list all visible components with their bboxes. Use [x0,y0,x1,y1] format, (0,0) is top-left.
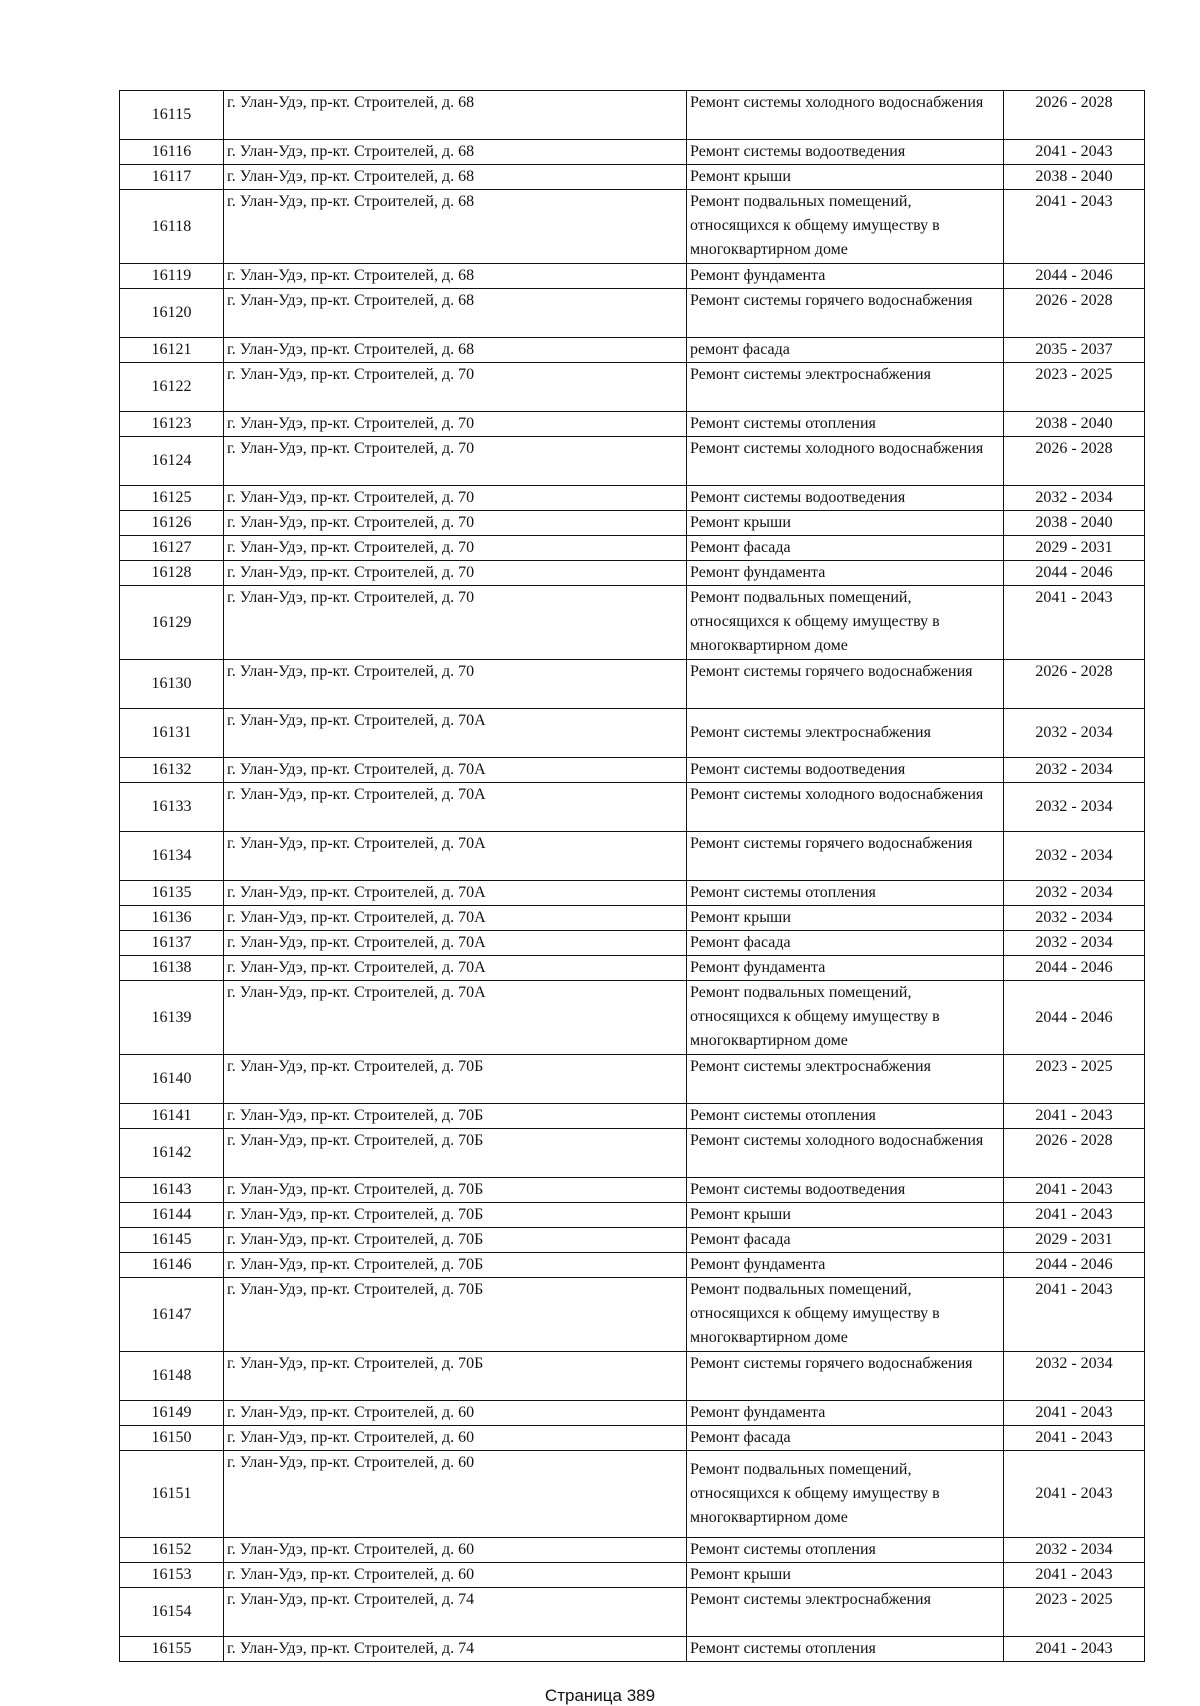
row-period: 2032 - 2034 [1004,758,1145,783]
table-row [120,1278,1145,1352]
table-row [120,289,1145,338]
row-period: 2032 - 2034 [1004,486,1145,511]
row-address: г. Улан-Удэ, пр-кт. Строителей, д. 70Б [224,1253,687,1278]
row-work-type: Ремонт фундамента [687,956,1004,981]
row-period: 2035 - 2037 [1004,338,1145,363]
row-address: г. Улан-Удэ, пр-кт. Строителей, д. 68 [224,91,687,140]
table-row [120,1129,1145,1178]
table-row [120,660,1145,709]
table-row [120,1203,1145,1228]
table-row [120,338,1145,363]
row-address: г. Улан-Удэ, пр-кт. Строителей, д. 70А [224,709,687,758]
row-address: г. Улан-Удэ, пр-кт. Строителей, д. 70Б [224,1278,687,1352]
row-number: 16148 [120,1352,224,1401]
table-row [120,981,1145,1055]
row-number: 16149 [120,1401,224,1426]
row-address: г. Улан-Удэ, пр-кт. Строителей, д. 70 [224,561,687,586]
row-address: г. Улан-Удэ, пр-кт. Строителей, д. 70 [224,363,687,412]
row-work-type: Ремонт системы водоотведения [687,1178,1004,1203]
row-period: 2032 - 2034 [1004,881,1145,906]
table-row [120,881,1145,906]
row-work-type: Ремонт системы горячего водоснабжения [687,289,1004,338]
table-row [120,91,1145,140]
row-work-type: Ремонт системы холодного водоснабжения [687,783,1004,832]
row-address: г. Улан-Удэ, пр-кт. Строителей, д. 70А [224,832,687,881]
row-number: 16119 [120,264,224,289]
row-address: г. Улан-Удэ, пр-кт. Строителей, д. 70 [224,660,687,709]
table-row [120,931,1145,956]
table-row [120,140,1145,165]
row-work-type: Ремонт фасада [687,1228,1004,1253]
row-period: 2023 - 2025 [1004,1588,1145,1637]
row-number: 16115 [120,91,224,140]
row-period: 2044 - 2046 [1004,264,1145,289]
row-number: 16130 [120,660,224,709]
row-number: 16153 [120,1563,224,1588]
row-number: 16134 [120,832,224,881]
row-work-type: Ремонт системы холодного водоснабжения [687,1129,1004,1178]
row-work-type: Ремонт крыши [687,906,1004,931]
table-row [120,1563,1145,1588]
row-address: г. Улан-Удэ, пр-кт. Строителей, д. 70Б [224,1178,687,1203]
table-row [120,758,1145,783]
table-row [120,709,1145,758]
row-work-type: Ремонт крыши [687,511,1004,536]
row-work-type: Ремонт системы горячего водоснабжения [687,832,1004,881]
row-number: 16143 [120,1178,224,1203]
row-work-type: Ремонт крыши [687,1203,1004,1228]
row-number: 16124 [120,437,224,486]
row-address: г. Улан-Удэ, пр-кт. Строителей, д. 68 [224,264,687,289]
row-work-type: Ремонт системы водоотведения [687,758,1004,783]
row-period: 2038 - 2040 [1004,511,1145,536]
row-number: 16129 [120,586,224,660]
row-address: г. Улан-Удэ, пр-кт. Строителей, д. 60 [224,1401,687,1426]
table-row [120,511,1145,536]
row-number: 16128 [120,561,224,586]
table-row [120,1588,1145,1637]
table-row [120,165,1145,190]
row-address: г. Улан-Удэ, пр-кт. Строителей, д. 70Б [224,1129,687,1178]
row-work-type: Ремонт системы водоотведения [687,486,1004,511]
row-number: 16116 [120,140,224,165]
row-address: г. Улан-Удэ, пр-кт. Строителей, д. 70А [224,956,687,981]
row-number: 16155 [120,1637,224,1662]
row-number: 16136 [120,906,224,931]
row-address: г. Улан-Удэ, пр-кт. Строителей, д. 60 [224,1426,687,1451]
row-period: 2032 - 2034 [1004,1352,1145,1401]
row-address: г. Улан-Удэ, пр-кт. Строителей, д. 68 [224,289,687,338]
table-row [120,1451,1145,1538]
row-address: г. Улан-Удэ, пр-кт. Строителей, д. 68 [224,140,687,165]
row-period: 2041 - 2043 [1004,1451,1145,1538]
row-period: 2044 - 2046 [1004,956,1145,981]
row-period: 2041 - 2043 [1004,140,1145,165]
row-number: 16138 [120,956,224,981]
table-row [120,1637,1145,1662]
table-row [120,1401,1145,1426]
table-row [120,1178,1145,1203]
row-number: 16122 [120,363,224,412]
row-number: 16126 [120,511,224,536]
row-address: г. Улан-Удэ, пр-кт. Строителей, д. 74 [224,1588,687,1637]
row-period: 2041 - 2043 [1004,1203,1145,1228]
row-period: 2041 - 2043 [1004,1563,1145,1588]
row-address: г. Улан-Удэ, пр-кт. Строителей, д. 70 [224,586,687,660]
row-period: 2026 - 2028 [1004,289,1145,338]
row-work-type: Ремонт фасада [687,931,1004,956]
row-period: 2041 - 2043 [1004,586,1145,660]
row-work-type: Ремонт фундамента [687,1401,1004,1426]
table-row [120,1352,1145,1401]
row-number: 16152 [120,1538,224,1563]
row-address: г. Улан-Удэ, пр-кт. Строителей, д. 70 [224,511,687,536]
table-row [120,190,1145,264]
row-period: 2023 - 2025 [1004,1055,1145,1104]
row-period: 2041 - 2043 [1004,190,1145,264]
row-number: 16150 [120,1426,224,1451]
row-address: г. Улан-Удэ, пр-кт. Строителей, д. 70 [224,437,687,486]
table-row [120,956,1145,981]
row-period: 2032 - 2034 [1004,832,1145,881]
row-work-type: ремонт фасада [687,338,1004,363]
row-number: 16151 [120,1451,224,1538]
row-address: г. Улан-Удэ, пр-кт. Строителей, д. 74 [224,1637,687,1662]
row-period: 2038 - 2040 [1004,165,1145,190]
table-row [120,437,1145,486]
row-work-type: Ремонт системы отопления [687,881,1004,906]
row-period: 2032 - 2034 [1004,1538,1145,1563]
table-row [120,363,1145,412]
row-address: г. Улан-Удэ, пр-кт. Строителей, д. 70Б [224,1352,687,1401]
row-number: 16144 [120,1203,224,1228]
table-row [120,486,1145,511]
row-number: 16133 [120,783,224,832]
row-number: 16145 [120,1228,224,1253]
table-body [120,91,1145,1662]
row-address: г. Улан-Удэ, пр-кт. Строителей, д. 68 [224,338,687,363]
row-period: 2044 - 2046 [1004,981,1145,1055]
row-period: 2032 - 2034 [1004,906,1145,931]
capital-repair-table [119,90,1145,1662]
row-work-type: Ремонт крыши [687,165,1004,190]
row-number: 16139 [120,981,224,1055]
row-period: 2023 - 2025 [1004,363,1145,412]
table-row [120,1253,1145,1278]
table-row [120,1426,1145,1451]
table-row [120,561,1145,586]
row-period: 2026 - 2028 [1004,91,1145,140]
row-period: 2032 - 2034 [1004,931,1145,956]
row-number: 16120 [120,289,224,338]
row-work-type: Ремонт системы отопления [687,1104,1004,1129]
row-period: 2026 - 2028 [1004,1129,1145,1178]
row-period: 2026 - 2028 [1004,660,1145,709]
row-work-type: Ремонт подвальных помещений, относящихся к общему имуществу в многоквартирном доме [687,981,1004,1055]
table-row [120,1055,1145,1104]
row-number: 16127 [120,536,224,561]
row-work-type: Ремонт системы отопления [687,412,1004,437]
row-period: 2041 - 2043 [1004,1178,1145,1203]
table-row [120,1104,1145,1129]
row-address: г. Улан-Удэ, пр-кт. Строителей, д. 70 [224,536,687,561]
row-address: г. Улан-Удэ, пр-кт. Строителей, д. 70А [224,931,687,956]
row-number: 16142 [120,1129,224,1178]
row-period: 2041 - 2043 [1004,1401,1145,1426]
row-address: г. Улан-Удэ, пр-кт. Строителей, д. 70 [224,412,687,437]
row-work-type: Ремонт подвальных помещений, относящихся к общему имуществу в многоквартирном доме [687,190,1004,264]
table-row [120,264,1145,289]
row-work-type: Ремонт подвальных помещений, относящихся к общему имуществу в многоквартирном доме [687,586,1004,660]
row-address: г. Улан-Удэ, пр-кт. Строителей, д. 70Б [224,1104,687,1129]
row-address: г. Улан-Удэ, пр-кт. Строителей, д. 60 [224,1538,687,1563]
row-work-type: Ремонт системы горячего водоснабжения [687,1352,1004,1401]
row-number: 16141 [120,1104,224,1129]
row-work-type: Ремонт фасада [687,1426,1004,1451]
row-period: 2029 - 2031 [1004,1228,1145,1253]
row-address: г. Улан-Удэ, пр-кт. Строителей, д. 70А [224,783,687,832]
row-period: 2041 - 2043 [1004,1278,1145,1352]
row-period: 2032 - 2034 [1004,709,1145,758]
table-row [120,906,1145,931]
row-period: 2041 - 2043 [1004,1104,1145,1129]
table-row [120,412,1145,437]
table-row [120,832,1145,881]
row-period: 2044 - 2046 [1004,561,1145,586]
row-address: г. Улан-Удэ, пр-кт. Строителей, д. 70А [224,906,687,931]
table-row [120,536,1145,561]
row-work-type: Ремонт системы водоотведения [687,140,1004,165]
row-work-type: Ремонт фасада [687,536,1004,561]
row-number: 16118 [120,190,224,264]
row-work-type: Ремонт системы электроснабжения [687,1588,1004,1637]
table-row [120,783,1145,832]
row-address: г. Улан-Удэ, пр-кт. Строителей, д. 70Б [224,1203,687,1228]
row-work-type: Ремонт системы электроснабжения [687,1055,1004,1104]
row-address: г. Улан-Удэ, пр-кт. Строителей, д. 70А [224,981,687,1055]
row-number: 16154 [120,1588,224,1637]
row-number: 16117 [120,165,224,190]
row-address: г. Улан-Удэ, пр-кт. Строителей, д. 70Б [224,1228,687,1253]
row-number: 16147 [120,1278,224,1352]
row-work-type: Ремонт фундамента [687,264,1004,289]
row-number: 16123 [120,412,224,437]
page-number: Страница 389 [544,1686,656,1705]
row-work-type: Ремонт системы холодного водоснабжения [687,91,1004,140]
row-work-type: Ремонт системы электроснабжения [687,363,1004,412]
row-number: 16146 [120,1253,224,1278]
row-work-type: Ремонт крыши [687,1563,1004,1588]
row-period: 2044 - 2046 [1004,1253,1145,1278]
row-address: г. Улан-Удэ, пр-кт. Строителей, д. 60 [224,1451,687,1538]
row-period: 2029 - 2031 [1004,536,1145,561]
row-address: г. Улан-Удэ, пр-кт. Строителей, д. 60 [224,1563,687,1588]
row-work-type: Ремонт системы отопления [687,1637,1004,1662]
row-number: 16132 [120,758,224,783]
row-address: г. Улан-Удэ, пр-кт. Строителей, д. 68 [224,190,687,264]
row-period: 2038 - 2040 [1004,412,1145,437]
row-number: 16135 [120,881,224,906]
row-number: 16131 [120,709,224,758]
row-number: 16140 [120,1055,224,1104]
row-address: г. Улан-Удэ, пр-кт. Строителей, д. 70А [224,881,687,906]
row-work-type: Ремонт подвальных помещений, относящихся к общему имуществу в многоквартирном доме [687,1451,1004,1538]
row-work-type: Ремонт фундамента [687,1253,1004,1278]
table-row [120,1228,1145,1253]
row-work-type: Ремонт системы горячего водоснабжения [687,660,1004,709]
row-period: 2041 - 2043 [1004,1426,1145,1451]
row-address: г. Улан-Удэ, пр-кт. Строителей, д. 68 [224,165,687,190]
row-number: 16125 [120,486,224,511]
row-period: 2041 - 2043 [1004,1637,1145,1662]
row-number: 16137 [120,931,224,956]
table-row [120,586,1145,660]
row-number: 16121 [120,338,224,363]
row-address: г. Улан-Удэ, пр-кт. Строителей, д. 70А [224,758,687,783]
row-address: г. Улан-Удэ, пр-кт. Строителей, д. 70Б [224,1055,687,1104]
row-period: 2032 - 2034 [1004,783,1145,832]
row-work-type: Ремонт подвальных помещений, относящихся к общему имуществу в многоквартирном доме [687,1278,1004,1352]
row-address: г. Улан-Удэ, пр-кт. Строителей, д. 70 [224,486,687,511]
row-work-type: Ремонт фундамента [687,561,1004,586]
row-work-type: Ремонт системы холодного водоснабжения [687,437,1004,486]
row-period: 2026 - 2028 [1004,437,1145,486]
row-work-type: Ремонт системы электроснабжения [687,709,1004,758]
row-work-type: Ремонт системы отопления [687,1538,1004,1563]
table-row [120,1538,1145,1563]
